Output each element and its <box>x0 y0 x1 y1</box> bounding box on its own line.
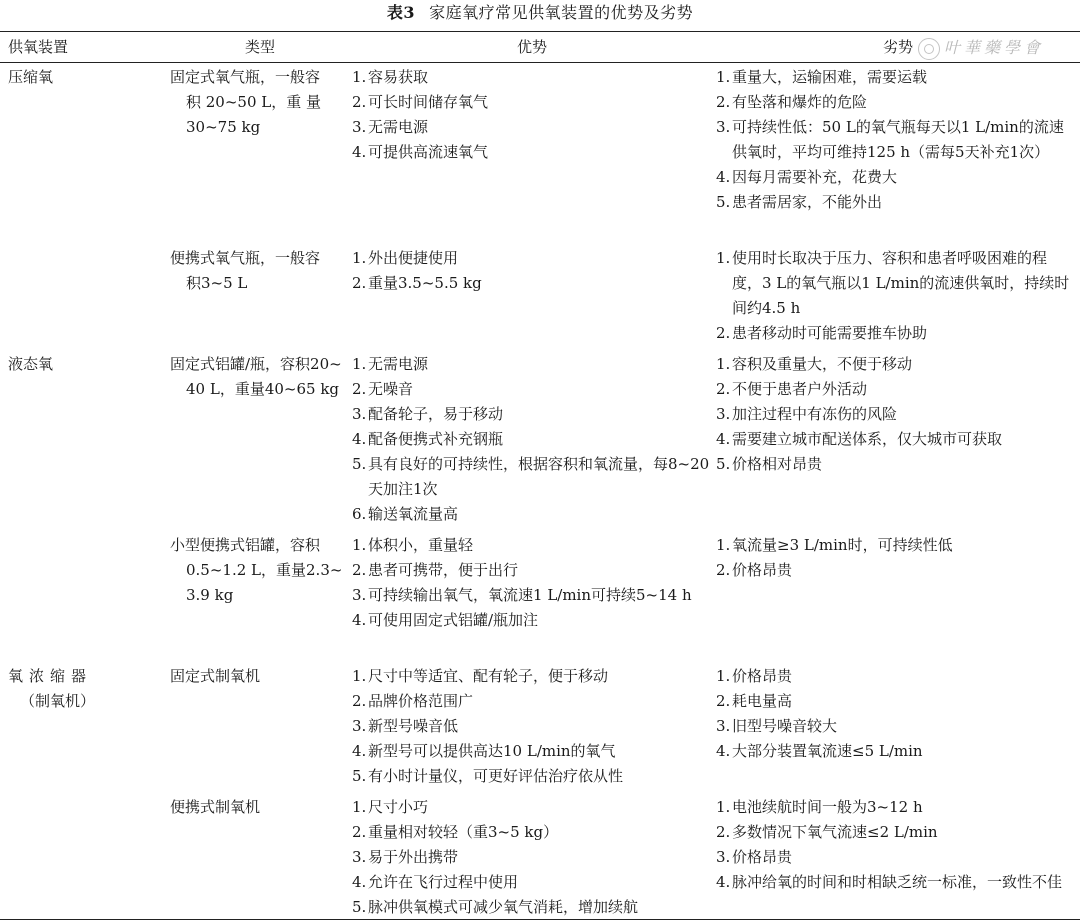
list-item: 1. 价格昂贵 <box>716 667 793 685</box>
list-item: 2. 无噪音 <box>352 380 414 398</box>
advantages-cell <box>352 795 712 920</box>
table-row <box>0 795 1080 920</box>
list-item: 1. 容积及重量大，不便于移动 <box>716 355 913 373</box>
list-item: 2. 可长时间储存氧气 <box>352 93 489 111</box>
type-cell <box>170 533 346 608</box>
list-item: 2. 有坠落和爆炸的危险 <box>716 93 868 111</box>
list-item: 5. 患者需居家，不能外出 <box>716 193 883 211</box>
table-row <box>0 533 1080 658</box>
list-item: 3. 旧型号噪音较大 <box>716 717 838 735</box>
list-item: 4. 允许在飞行过程中使用 <box>352 873 519 891</box>
list-item: 1. 尺寸小巧 <box>352 798 429 816</box>
header-type: 类型 <box>244 38 275 56</box>
device-sublabel: （制氧机） <box>20 692 96 710</box>
list-item: 2. 价格昂贵 <box>716 561 793 579</box>
type-cell <box>170 65 346 140</box>
list-item: 4. 可提供高流速氧气 <box>352 143 489 161</box>
type-line: 30~75 kg <box>186 118 261 136</box>
type-line: 0.5~1.2 L，重量2.3~ <box>186 561 343 579</box>
type-line: 便携式制氧机 <box>170 798 261 816</box>
header-advantages: 优势 <box>516 38 547 56</box>
type-cell <box>170 246 346 296</box>
table-title: 家庭氧疗常见供氧装置的优势及劣势 <box>429 3 694 22</box>
disadvantages-cell <box>716 664 1074 764</box>
list-item: 2. 不便于患者户外活动 <box>716 380 868 398</box>
disadvantages-cell <box>716 65 1074 215</box>
list-item: 3. 价格昂贵 <box>716 848 793 866</box>
type-line: 固定式氧气瓶，一般容 <box>170 68 321 86</box>
list-item: 1. 无需电源 <box>352 355 429 373</box>
list-item: 2. 重量相对较轻（重3~5 kg） <box>352 823 559 841</box>
list-item: 2. 患者移动时可能需要推车协助 <box>716 324 928 342</box>
list-item: 2. 耗电量高 <box>716 692 793 710</box>
advantages-cell <box>352 352 712 527</box>
list-item: 1. 容易获取 <box>352 68 429 86</box>
advantages-cell <box>352 664 712 789</box>
type-line: 积 20~50 L，重 量 <box>186 93 322 111</box>
list-item: 2. 重量3.5~5.5 kg <box>352 274 482 292</box>
device-label: 压缩氧 <box>8 68 54 86</box>
header-rule <box>0 62 1080 63</box>
type-line: 40 L，重量40~65 kg <box>186 380 340 398</box>
table-row <box>0 352 1080 527</box>
watermark-text: 叶華藥學會 <box>944 38 1045 57</box>
advantages-cell <box>352 533 712 633</box>
list-item: 1. 体积小，重量轻 <box>352 536 474 554</box>
list-item: 4. 大部分装置氧流速≤5 L/min <box>716 742 923 760</box>
list-item: 1. 使用时长取决于压力、容积和患者呼吸困难的程度，3 L的氧气瓶以1 L/min的流速供氧时，持续时间约4.5 h <box>716 249 1070 317</box>
table-number: 表3 <box>386 3 416 22</box>
disadvantages-cell <box>716 795 1074 895</box>
watermark <box>918 36 1044 60</box>
list-item: 3. 新型号噪音低 <box>352 717 459 735</box>
list-item: 4. 可使用固定式铝罐/瓶加注 <box>352 611 539 629</box>
type-cell <box>170 664 346 689</box>
list-item: 4. 脉冲给氧的时间和时相缺乏统一标准，一致性不佳 <box>716 873 1063 891</box>
list-item: 3. 配备轮子，易于移动 <box>352 405 504 423</box>
list-item: 1. 氧流量≥3 L/min时，可持续性低 <box>716 536 953 554</box>
device-cell <box>8 664 158 714</box>
list-item: 5. 价格相对昂贵 <box>716 455 823 473</box>
type-line: 便携式氧气瓶，一般容 <box>170 249 321 267</box>
type-line: 3.9 kg <box>186 586 234 604</box>
table-row <box>0 246 1080 346</box>
list-item: 6. 输送氧流量高 <box>352 505 459 523</box>
list-item: 5. 具有良好的可持续性，根据容积和氧流量，每8~20天加注1次 <box>352 455 710 498</box>
list-item: 2. 多数情况下氧气流速≤2 L/min <box>716 823 938 841</box>
list-item: 1. 外出便捷使用 <box>352 249 459 267</box>
advantages-cell <box>352 246 712 296</box>
disadvantages-cell <box>716 246 1074 346</box>
advantages-cell <box>352 65 712 165</box>
bottom-rule <box>0 919 1080 920</box>
list-item: 4. 需要建立城市配送体系，仅大城市可获取 <box>716 430 1003 448</box>
watermark-logo-icon <box>918 38 940 60</box>
device-label: 液态氧 <box>8 355 54 373</box>
type-line: 积3~5 L <box>186 274 248 292</box>
list-item: 3. 可持续输出氧气，氧流速1 L/min可持续5~14 h <box>352 586 692 604</box>
device-cell <box>8 65 158 90</box>
list-item: 3. 可持续性低：50 L的氧气瓶每天以1 L/min的流速供氧时，平均可维持125 h（需每5天补充1次） <box>716 118 1064 161</box>
list-item: 1. 电池续航时间一般为3~12 h <box>716 798 923 816</box>
list-item: 4. 新型号可以提供高达10 L/min的氧气 <box>352 742 616 760</box>
type-line: 固定式制氧机 <box>170 667 261 685</box>
list-item: 5. 有小时计量仪，可更好评估治疗依从性 <box>352 767 624 785</box>
list-item: 1. 重量大，运输困难，需要运载 <box>716 68 928 86</box>
type-cell <box>170 795 346 820</box>
top-rule <box>0 31 1080 32</box>
list-item: 2. 品牌价格范围广 <box>352 692 474 710</box>
list-item: 3. 加注过程中有冻伤的风险 <box>716 405 898 423</box>
device-cell <box>8 352 158 377</box>
list-item: 4. 因每月需要补充，花费大 <box>716 168 898 186</box>
table-row <box>0 664 1080 789</box>
header-device: 供氧装置 <box>8 38 69 56</box>
list-item: 4. 配备便携式补充钢瓶 <box>352 430 504 448</box>
header-disadvantages: 劣势 <box>882 38 913 56</box>
disadvantages-cell <box>716 533 1074 583</box>
device-label: 氧浓缩器 <box>8 667 93 685</box>
type-cell <box>170 352 346 402</box>
list-item: 3. 易于外出携带 <box>352 848 459 866</box>
list-item: 3. 无需电源 <box>352 118 429 136</box>
type-line: 固定式铝罐/瓶，容积20~ <box>170 355 342 373</box>
list-item: 2. 患者可携带，便于出行 <box>352 561 519 579</box>
type-line: 小型便携式铝罐，容积 <box>170 536 321 554</box>
list-item: 5. 脉冲供氧模式可减少氧气消耗，增加续航 <box>352 898 639 916</box>
table-caption <box>0 2 1080 24</box>
disadvantages-cell <box>716 352 1074 477</box>
table-row <box>0 65 1080 240</box>
list-item: 1. 尺寸中等适宜、配有轮子，便于移动 <box>352 667 609 685</box>
